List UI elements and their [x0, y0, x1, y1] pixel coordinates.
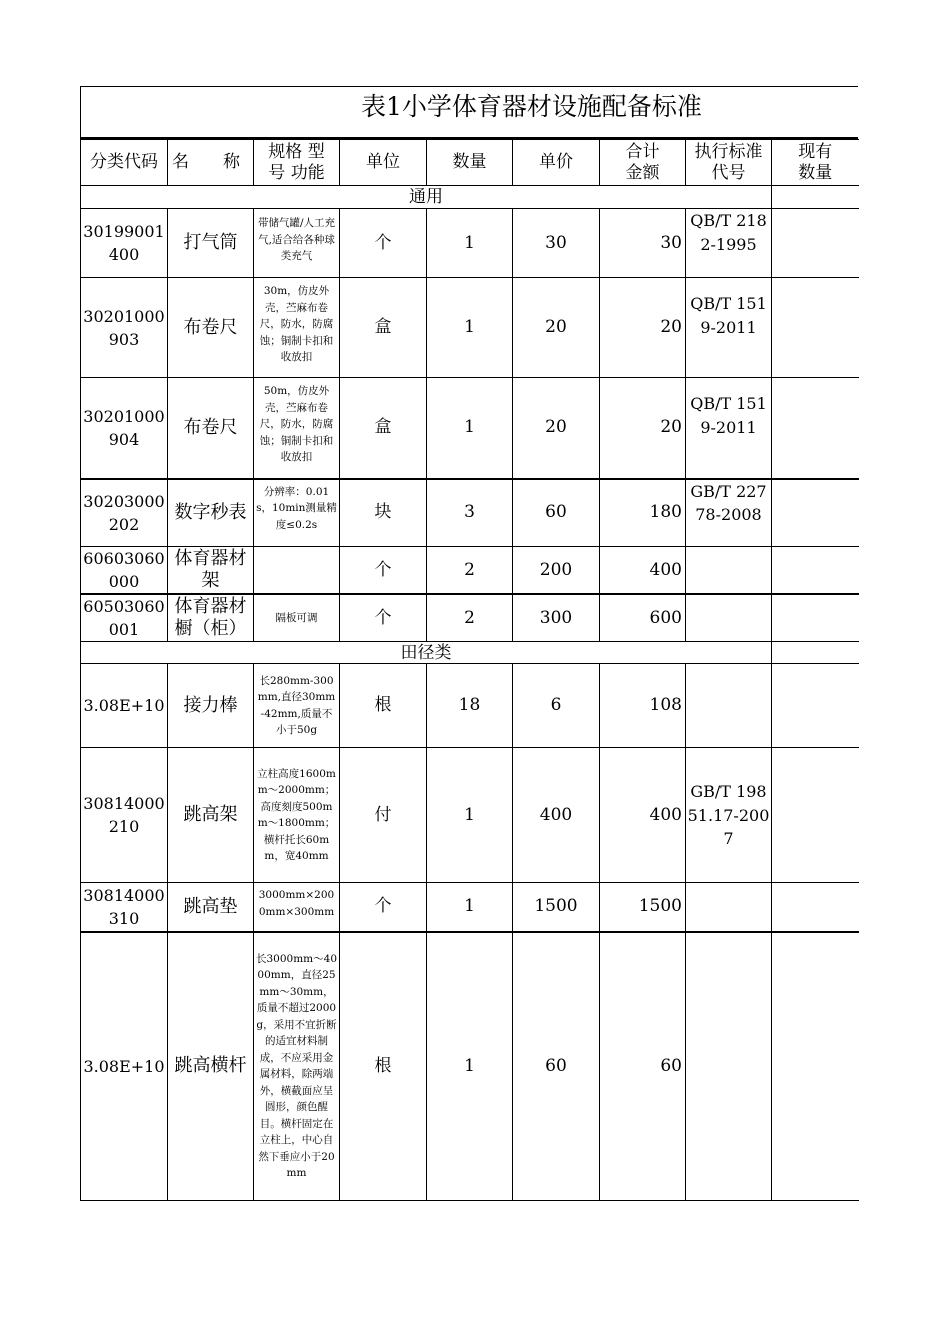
cell-unit: 个 [340, 594, 427, 642]
equipment-table [80, 139, 859, 1201]
section-track: 田径类 [81, 642, 772, 664]
cell-name: 接力棒 [168, 664, 254, 748]
cell-qty: 1 [427, 209, 513, 278]
header-row [81, 140, 859, 186]
header-qty: 数量 [427, 140, 513, 186]
cell-code: 30199001400 [81, 209, 168, 278]
header-price: 单价 [513, 140, 600, 186]
cell-spec: 立柱高度1600mm～2000mm；高度刻度500mm～1800mm；横杆托长60mm，宽40mm [254, 748, 340, 883]
cell-std: GB/T 22778-2008 [686, 479, 772, 547]
cell-name: 数字秒表 [168, 479, 254, 547]
cell-spec: 长280mm-300mm,直径30mm-42mm,质量不小于50g [254, 664, 340, 748]
cell-existing [772, 932, 859, 1201]
cell-std [686, 547, 772, 595]
cell-qty: 2 [427, 547, 513, 595]
cell-unit: 根 [340, 932, 427, 1201]
cell-unit: 根 [340, 664, 427, 748]
cell-spec: 30m，仿皮外壳，苎麻布卷尺，防水，防腐蚀；铜制卡扣和收放扣 [254, 278, 340, 378]
cell-price: 60 [513, 932, 600, 1201]
cell-unit: 个 [340, 547, 427, 595]
table-row [81, 278, 859, 378]
table-row [81, 209, 859, 278]
cell-price: 300 [513, 594, 600, 642]
spreadsheet [80, 86, 858, 1201]
cell-total: 30 [600, 209, 686, 278]
cell-existing [772, 664, 859, 748]
cell-existing [772, 547, 859, 595]
cell-total: 600 [600, 594, 686, 642]
cell-code: 60503060001 [81, 594, 168, 642]
cell-spec: 3000mm×2000mm×300mm [254, 883, 340, 932]
cell-spec: 长3000mm～4000mm，直径25mm～30mm，质量不超过2000g，采用不宜折断的适宜材料制成，不应采用金属材料，除两端外，横截面应呈圆形，颜色醒目。横杆固定在立柱上，中心自然下垂应小于20mm [254, 932, 340, 1201]
cell-name: 体育器材架 [168, 547, 254, 595]
header-existing: 现有 数量 [772, 140, 859, 186]
cell-qty: 18 [427, 664, 513, 748]
section-row [81, 186, 859, 209]
cell-spec: 50m，仿皮外壳，苎麻布卷尺，防水，防腐蚀；铜制卡扣和收放扣 [254, 378, 340, 479]
cell-unit: 块 [340, 479, 427, 547]
table-title: 表1小学体育器材设施配备标准 [361, 92, 702, 121]
cell-name: 跳高横杆 [168, 932, 254, 1201]
cell-spec: 隔板可调 [254, 594, 340, 642]
cell-qty: 1 [427, 278, 513, 378]
cell-existing [772, 378, 859, 479]
cell-price: 1500 [513, 883, 600, 932]
cell-total: 180 [600, 479, 686, 547]
cell-std: QB/T 1519-2011 [686, 378, 772, 479]
cell-existing [772, 883, 859, 932]
cell-existing [772, 278, 859, 378]
cell-qty: 1 [427, 378, 513, 479]
cell-code: 3.08E+10 [81, 932, 168, 1201]
cell-total: 60 [600, 932, 686, 1201]
cell-code: 30201000904 [81, 378, 168, 479]
header-std: 执行标准 代号 [686, 140, 772, 186]
cell-price: 6 [513, 664, 600, 748]
cell-code: 60603060000 [81, 547, 168, 595]
section-row [81, 642, 859, 664]
cell-name: 打气筒 [168, 209, 254, 278]
cell-std: QB/T 2182-1995 [686, 209, 772, 278]
cell-name: 布卷尺 [168, 378, 254, 479]
cell-existing [772, 748, 859, 883]
cell-name: 布卷尺 [168, 278, 254, 378]
cell-qty: 1 [427, 748, 513, 883]
cell-unit: 个 [340, 209, 427, 278]
section-general: 通用 [81, 186, 772, 209]
cell-price: 400 [513, 748, 600, 883]
table-row [81, 547, 859, 595]
cell-price: 60 [513, 479, 600, 547]
cell-std [686, 594, 772, 642]
cell-existing [772, 594, 859, 642]
cell-total: 108 [600, 664, 686, 748]
cell-price: 20 [513, 378, 600, 479]
cell-name: 跳高垫 [168, 883, 254, 932]
table-row [81, 748, 859, 883]
cell-code: 30814000210 [81, 748, 168, 883]
cell-spec [254, 547, 340, 595]
cell-price: 30 [513, 209, 600, 278]
cell-total: 1500 [600, 883, 686, 932]
cell-total: 400 [600, 748, 686, 883]
cell-std [686, 664, 772, 748]
cell-unit: 盒 [340, 278, 427, 378]
table-row [81, 664, 859, 748]
cell-qty: 2 [427, 594, 513, 642]
cell-total: 20 [600, 378, 686, 479]
cell-code: 30814000310 [81, 883, 168, 932]
cell-qty: 3 [427, 479, 513, 547]
cell-code: 3.08E+10 [81, 664, 168, 748]
title-row [80, 86, 858, 139]
cell-price: 20 [513, 278, 600, 378]
table-row [81, 883, 859, 932]
header-code: 分类代码 [81, 140, 168, 186]
cell-price: 200 [513, 547, 600, 595]
cell-unit: 盒 [340, 378, 427, 479]
table-row [81, 378, 859, 479]
cell-qty: 1 [427, 883, 513, 932]
cell-existing [772, 209, 859, 278]
cell-total: 20 [600, 278, 686, 378]
table-row [81, 594, 859, 642]
cell-unit: 付 [340, 748, 427, 883]
cell-std [686, 932, 772, 1201]
header-spec: 规格 型 号 功能 [254, 140, 340, 186]
header-unit: 单位 [340, 140, 427, 186]
cell-std [686, 883, 772, 932]
cell-name: 跳高架 [168, 748, 254, 883]
cell-spec: 分辨率：0.01s，10min测量精度≤0.2s [254, 479, 340, 547]
cell-spec: 带储气罐/人工充气,适合给各种球类充气 [254, 209, 340, 278]
table-row [81, 479, 859, 547]
cell-name: 体育器材橱（柜） [168, 594, 254, 642]
header-name: 名 称 [168, 140, 254, 186]
table-row [81, 932, 859, 1201]
cell-existing [772, 479, 859, 547]
cell-total: 400 [600, 547, 686, 595]
cell-unit: 个 [340, 883, 427, 932]
cell-code: 30203000202 [81, 479, 168, 547]
cell-std: GB/T 19851.17-2007 [686, 748, 772, 883]
cell-std: QB/T 1519-2011 [686, 278, 772, 378]
header-total: 合计 金额 [600, 140, 686, 186]
cell-code: 30201000903 [81, 278, 168, 378]
cell-qty: 1 [427, 932, 513, 1201]
